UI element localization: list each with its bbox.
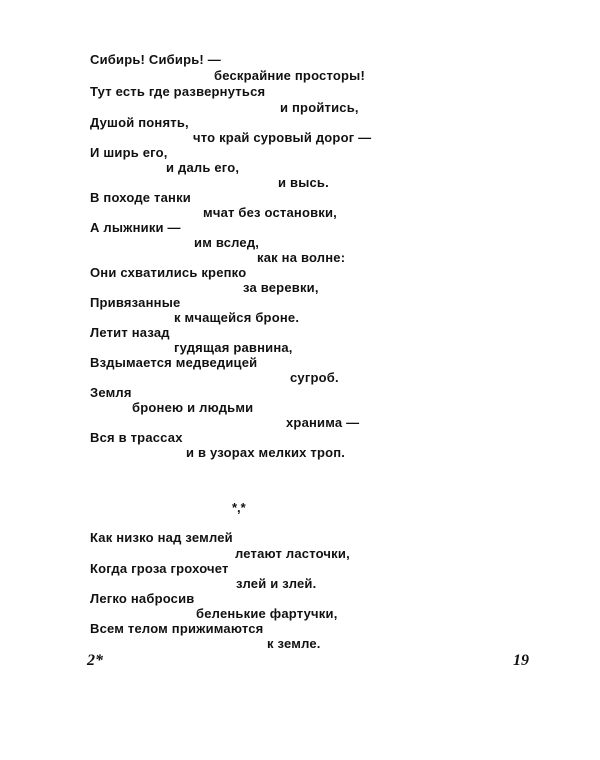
poem-line: сугроб. bbox=[290, 370, 339, 385]
poem-line: Привязанные bbox=[90, 295, 181, 310]
poem-line: что край суровый дорог — bbox=[193, 130, 372, 145]
poem-line: Они схватились крепко bbox=[90, 265, 247, 280]
poem-line: А лыжники — bbox=[90, 220, 181, 235]
poem-line: гудящая равнина, bbox=[174, 340, 293, 355]
poem-line: Душой понять, bbox=[90, 115, 189, 130]
poem-line: бронею и людьми bbox=[132, 400, 254, 415]
poem-line: хранима — bbox=[286, 415, 360, 430]
poem-line: и в узорах мелких троп. bbox=[186, 445, 346, 460]
poem-line: Легко набросив bbox=[90, 591, 195, 606]
poem-line: И ширь его, bbox=[90, 145, 168, 160]
poem-line: как на волне: bbox=[257, 250, 346, 265]
page-number: 19 bbox=[513, 652, 529, 669]
poem-line: Когда гроза грохочет bbox=[90, 561, 229, 576]
poem-line: к мчащейся броне. bbox=[174, 310, 300, 325]
signature-mark: 2* bbox=[87, 652, 103, 669]
poem-line: Как низко над землей bbox=[90, 530, 233, 545]
poem-line: им вслед, bbox=[194, 235, 260, 250]
poem-line: Сибирь! Сибирь! — bbox=[90, 52, 221, 67]
poem-line: Земля bbox=[90, 385, 132, 400]
poem-line: беленькие фартучки, bbox=[196, 606, 338, 621]
poem-line: Всем телом прижимаются bbox=[90, 621, 264, 636]
poem-line: Вся в трассах bbox=[90, 430, 183, 445]
section-separator: *,* bbox=[232, 500, 246, 515]
poem-line: и даль его, bbox=[166, 160, 240, 175]
poem-line: Вздымается медведицей bbox=[90, 355, 258, 370]
poem-line: и пройтись, bbox=[280, 100, 359, 115]
poem-line: и высь. bbox=[278, 175, 329, 190]
poem-line: В походе танки bbox=[90, 190, 191, 205]
poem-line: злей и злей. bbox=[236, 576, 317, 591]
poem-line: летают ласточки, bbox=[235, 546, 350, 561]
poem-line: бескрайние просторы! bbox=[214, 68, 365, 83]
poem-line: Тут есть где развернуться bbox=[90, 84, 266, 99]
poem-line: Летит назад bbox=[90, 325, 170, 340]
poem-line: за веревки, bbox=[243, 280, 319, 295]
poem-line: мчат без остановки, bbox=[203, 205, 337, 220]
poem-line: к земле. bbox=[267, 636, 321, 651]
